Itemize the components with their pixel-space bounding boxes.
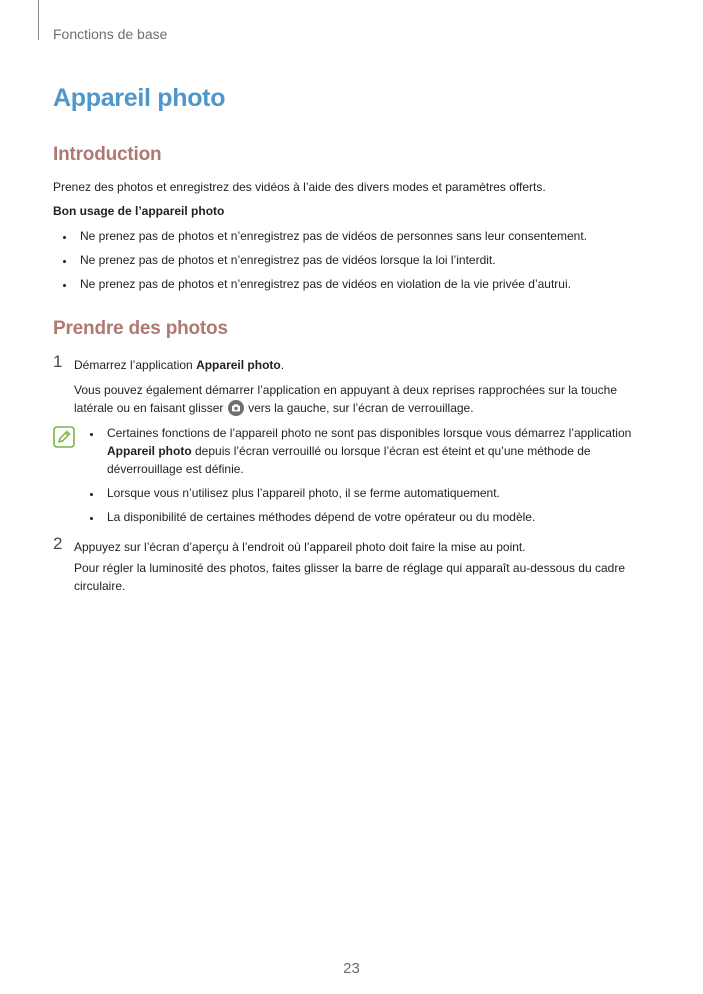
intro-subheading: Bon usage de l’appareil photo	[53, 204, 225, 218]
section-header: Fonctions de base	[53, 26, 168, 42]
note-item-line: déverrouillage est définie.	[107, 462, 244, 476]
list-item: Ne prenez pas de photos et n’enregistrez pas de vidéos de personnes sans leur consentement.	[80, 229, 587, 243]
step1-detail-line1: Vous pouvez également démarrer l’application en appuyant à deux reprises rapprochées sur la touche	[74, 383, 617, 397]
page-number: 23	[343, 960, 360, 977]
list-item: La disponibilité de certaines méthodes dépend de votre opérateur ou du modèle.	[107, 510, 536, 524]
step1-text-after: .	[280, 358, 285, 372]
note-item-line	[107, 442, 591, 460]
intro-heading: Introduction	[53, 144, 162, 165]
bullet-dot	[63, 236, 66, 239]
step1-text-before: Démarrez l’application	[74, 358, 197, 372]
bullet-dot	[63, 260, 66, 263]
app-name: Appareil photo	[107, 444, 192, 458]
page-title: Appareil photo	[53, 84, 226, 112]
step-number: 1	[53, 352, 63, 371]
list-item: Ne prenez pas de photos et n’enregistrez pas de vidéos lorsque la loi l’interdit.	[80, 253, 496, 267]
step1-text	[74, 356, 284, 374]
detail-text: latérale ou en faisant glisser	[74, 401, 227, 415]
bullet-dot	[90, 517, 93, 520]
step-number: 2	[53, 534, 63, 553]
intro-paragraph: Prenez des photos et enregistrez des vidéos à l’aide des divers modes et paramètres offerts.	[53, 180, 546, 194]
bullet-dot	[90, 433, 93, 436]
step2-text: Appuyez sur l’écran d’aperçu à l’endroit où l’appareil photo doit faire la mise au point.	[74, 540, 526, 554]
note-pencil-icon	[53, 426, 75, 448]
list-item: Lorsque vous n’utilisez plus l’appareil photo, il se ferme automatiquement.	[107, 486, 500, 500]
list-item: Ne prenez pas de photos et n’enregistrez pas de vidéos en violation de la vie privée d’autrui.	[80, 277, 571, 291]
step1-detail-line2	[74, 399, 474, 417]
step2-detail-line2: circulaire.	[74, 579, 126, 593]
app-name: Appareil photo	[196, 358, 281, 372]
bullet-dot	[90, 493, 93, 496]
take-photos-heading: Prendre des photos	[53, 318, 228, 339]
step2-detail-line1: Pour régler la luminosité des photos, faites glisser la barre de réglage qui apparaît au-dessous du cadre	[74, 561, 625, 575]
note-text: depuis l’écran verrouillé ou lorsque l’écran est éteint et qu’une méthode de	[191, 444, 591, 458]
detail-text: vers la gauche, sur l’écran de verrouillage.	[244, 401, 474, 415]
bullet-dot	[63, 284, 66, 287]
camera-key-icon	[228, 400, 244, 416]
header-rule	[38, 0, 39, 40]
note-item-line: Certaines fonctions de l’appareil photo ne sont pas disponibles lorsque vous démarrez l’application	[107, 426, 632, 440]
